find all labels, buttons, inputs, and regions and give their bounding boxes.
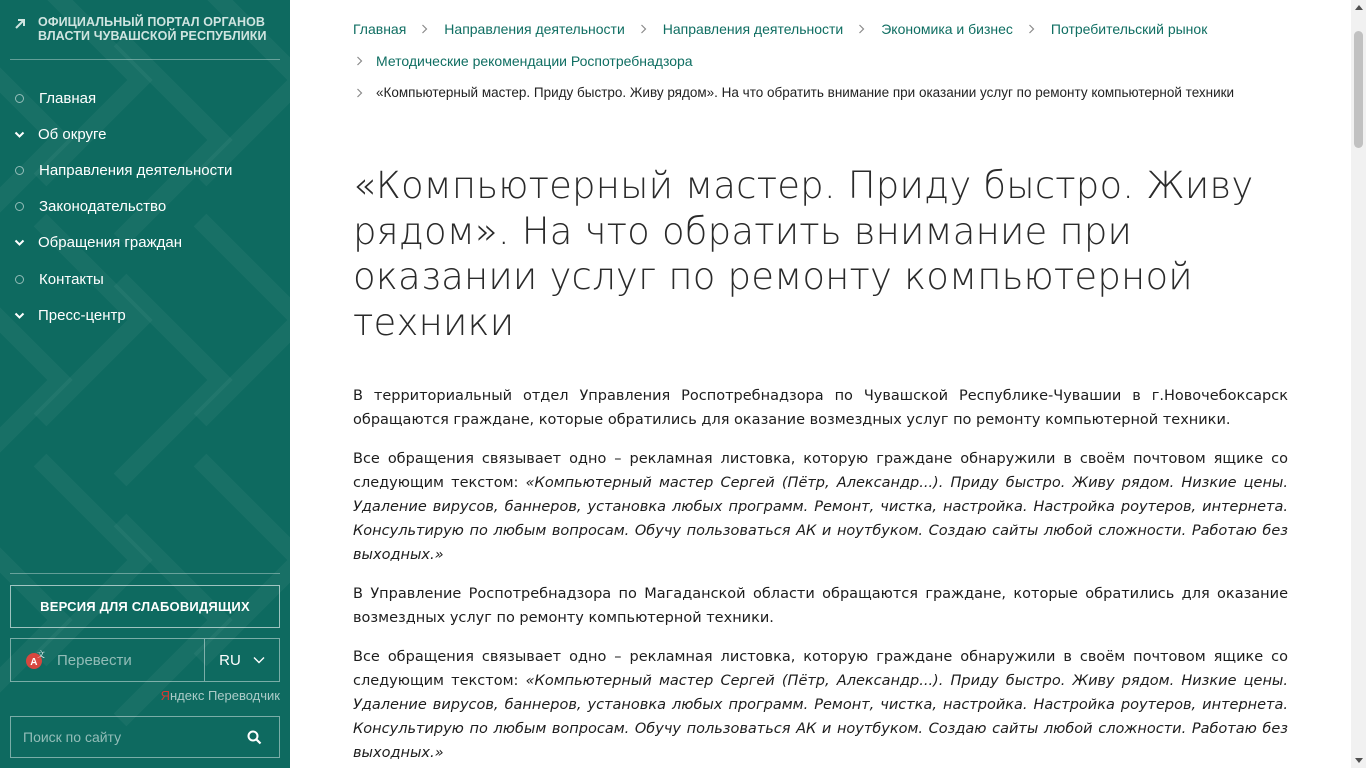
article-paragraph: В Управление Роспотребнадзора по Магаданской области обращаются граждане, которые обратились для оказание возмездных услуг по ремонту компьютерной техники. — [353, 586, 1288, 626]
search-button[interactable] — [229, 717, 279, 757]
language-select[interactable] — [205, 639, 279, 681]
leaflet-quote: «Компьютерный мастер Сергей (Пётр, Александр...). Приду быстро. Живу рядом. Низкие цены. Удаление вирусов, баннеров, установка любых программ. Ремонт, чистка, настройка. Настройка роутеров, интернета. Консультирую по любым вопросам. Обучу пользоваться АК и ноутбуком. Создаю сайты любой сложности. Работаю без выходных.» — [353, 673, 1288, 761]
article-body — [353, 384, 1288, 768]
sidebar-item-citizen-appeals[interactable] — [0, 225, 290, 261]
breadcrumb-link-activities[interactable]: Направления деятельности — [444, 21, 625, 37]
breadcrumb-row — [353, 51, 1293, 71]
chevron-right-icon — [356, 88, 363, 98]
bullet-icon — [15, 202, 24, 211]
language-value: RU — [219, 651, 241, 669]
translate-icon — [25, 650, 45, 670]
article-paragraph: В территориальный отдел Управления Роспотребнадзора по Чувашской Республике-Чувашии в г.Новочебоксарск обращаются граждане, которые обратились для оказание возмездных услуг по ремонту компьютерной техники. — [353, 388, 1288, 428]
sidebar-item-home[interactable] — [0, 80, 290, 116]
breadcrumb-link-activities-2[interactable]: Направления деятельности — [662, 21, 844, 37]
sidebar-divider — [10, 573, 280, 574]
chevron-down-icon — [14, 310, 25, 321]
translate-label: Перевести — [57, 651, 132, 669]
bullet-icon — [15, 94, 24, 103]
sidebar-menu — [0, 80, 290, 333]
triangle-up-icon — [1355, 5, 1363, 10]
yandex-translator-text: ндекс Переводчик — [170, 688, 280, 703]
chevron-right-icon — [356, 56, 363, 66]
chevron-right-icon — [858, 24, 865, 34]
svg-text:文: 文 — [37, 650, 45, 659]
breadcrumb-link-home[interactable]: Главная — [353, 21, 407, 37]
breadcrumb-link-consumer-market[interactable]: Потребительский рынок — [1050, 21, 1208, 37]
bullet-icon — [15, 275, 24, 284]
sidebar — [0, 0, 290, 768]
sidebar-item-label: Контакты — [39, 270, 104, 288]
translate-button[interactable] — [11, 639, 205, 681]
page-title: «Компьютерный мастер. Приду быстро. Живу рядом». На что обратить внимание при оказании услуг по ремонту компьютерной техники — [353, 164, 1254, 344]
scrollbar-thumb[interactable] — [1354, 31, 1363, 148]
sidebar-item-about-district[interactable] — [0, 116, 290, 152]
chevron-down-icon — [14, 237, 25, 248]
page-scrollbar[interactable] — [1351, 0, 1366, 768]
arrow-up-right-icon — [14, 18, 26, 30]
sidebar-item-legislation[interactable] — [0, 189, 290, 225]
paragraph-lead: Все обращения связывает одно – рекламная листовка, которую граждане обнаружили в своём почтовом ящике со следующим текстом: — [353, 451, 1288, 491]
portal-home-link[interactable] — [14, 15, 274, 43]
article-paragraph — [353, 645, 1288, 765]
bullet-icon — [15, 166, 24, 175]
breadcrumb-link-methodical-recommendations[interactable]: Методические рекомендации Роспотребнадзора — [376, 53, 693, 69]
low-vision-version-button[interactable]: ВЕРСИЯ ДЛЯ СЛАБОВИДЯЩИХ — [10, 585, 280, 628]
sidebar-item-label: Об округе — [38, 125, 107, 143]
yandex-translator-credit[interactable] — [161, 688, 280, 703]
chevron-right-icon — [640, 24, 647, 34]
svg-text:A: A — [30, 657, 38, 668]
breadcrumb-row — [353, 82, 1293, 103]
chevron-down-icon — [253, 656, 265, 664]
scroll-down-button[interactable] — [1351, 753, 1366, 768]
chevron-right-icon — [1028, 24, 1035, 34]
search-input[interactable] — [11, 717, 229, 757]
yandex-logo-letter: Я — [160, 688, 170, 703]
sidebar-divider — [10, 59, 280, 60]
sidebar-item-label: Главная — [39, 89, 97, 107]
translate-widget — [10, 638, 280, 682]
sidebar-item-contacts[interactable] — [0, 261, 290, 297]
scroll-up-button[interactable] — [1351, 0, 1366, 15]
triangle-down-icon — [1355, 758, 1363, 763]
chevron-down-icon — [14, 129, 25, 140]
sidebar-item-label: Пресс-центр — [38, 306, 126, 324]
sidebar-item-label: Законодательство — [39, 198, 167, 216]
article-paragraph — [353, 447, 1288, 567]
search-icon — [247, 730, 262, 745]
sidebar-item-label: Обращения граждан — [38, 234, 182, 252]
breadcrumb-link-economy[interactable]: Экономика и бизнес — [881, 21, 1013, 37]
breadcrumb-current: «Компьютерный мастер. Приду быстро. Живу рядом». На что обратить внимание при оказании услуг по ремонту компьютерной техники — [376, 85, 1235, 100]
chevron-right-icon — [421, 24, 428, 34]
leaflet-quote: «Компьютерный мастер Сергей (Пётр, Александр...). Приду быстро. Живу рядом. Низкие цены. Удаление вирусов, баннеров, установка любых программ. Ремонт, чистка, настройка. Настройка роутеров, интернета. Консультирую по любым вопросам. Обучу пользоваться АК и ноутбуком. Создаю сайты любой сложности. Работаю без выходных.» — [353, 475, 1288, 563]
sidebar-item-press-center[interactable] — [0, 297, 290, 333]
breadcrumb-row — [353, 19, 1293, 39]
paragraph-lead: Все обращения связывает одно – рекламная листовка, которую граждане обнаружили в своём почтовом ящике со следующим текстом: — [353, 649, 1288, 689]
site-search — [10, 716, 280, 758]
breadcrumb — [353, 19, 1293, 103]
sidebar-item-label: Направления деятельности — [39, 161, 233, 179]
sidebar-item-activities[interactable] — [0, 152, 290, 188]
portal-title: ОФИЦИАЛЬНЫЙ ПОРТАЛ ОРГАНОВ ВЛАСТИ ЧУВАШСКОЙ РЕСПУБЛИКИ — [38, 15, 267, 43]
